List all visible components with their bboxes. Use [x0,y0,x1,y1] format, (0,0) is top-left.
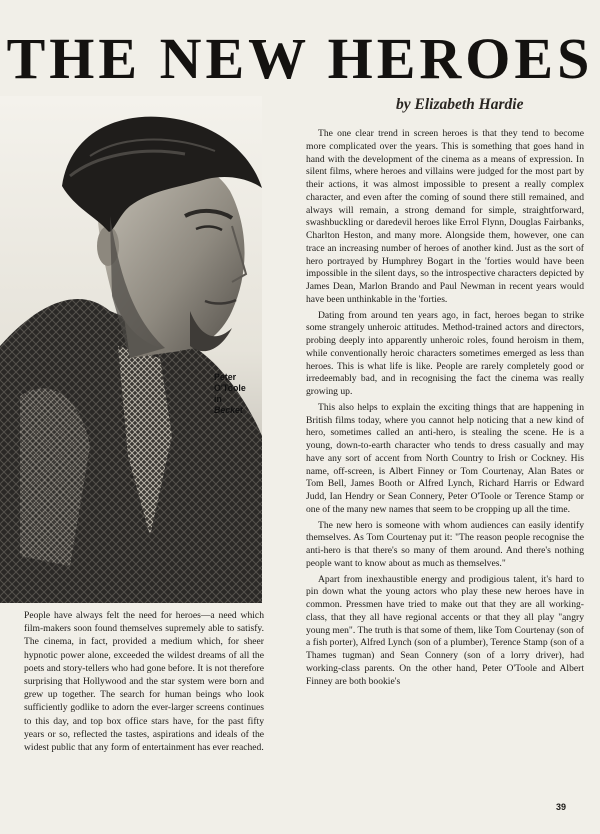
caption-line: in [214,394,222,404]
body-paragraph: Dating from around ten years ago, in fact, heroes began to strike some strangely unheroic attitudes. Method-trained actors and directors, probing deeply into apparently unheroic roles, found heroism in them, while conventionally heroic characters sometimes emerged as less than heroes. This is what life is like. People are rarely completely good or irredeemably bad, and in recognising the fact the cinema was really growing up. [306,309,584,397]
caption-line: O'Toole [214,383,246,393]
portrait-illustration [0,96,262,603]
caption-film-title: Becket [214,405,243,415]
body-paragraph: This also helps to explain the exciting things that are happening in British films today, where you cannot help noticing that a new kind of hero, sometimes called an anti-hero, is stealing the scene. He is a young, down-to-earth character who tends to dress casually and may have any sort of accent from North Country to Irish or Cockney. His name, off-screen, is Albert Finney or Tom Courtenay, Alan Bates or Tom Bell, James Booth or Alfred Lynch, Richard Harris or Edward Judd, Ian Hendry or Sean Connery, Peter O'Toole or Terence Stamp or one of the many new names that seem to be cropping up all the time. [306,401,584,515]
photo-caption [214,372,266,416]
body-paragraph: The new hero is someone with whom audiences can easily identify themselves. As Tom Courtenay put it: "The reason people recognise the anti-hero is that there's so many of them around. And there's nothing people want to know about as much as themselves." [306,519,584,569]
body-paragraph: The one clear trend in screen heroes is that they tend to become more complicated over the years. This is something that goes hand in hand with the development of the cinema as a means of expression. In silent films, where heroes and villains were judged for the most part by their actions, it was almost impossible to present a really complex character, and even after the coming of sound there still remained, and always will remain, a strong demand for simple, straightforward, swashbuckling or daredevil heroes like Errol Flynn, Douglas Fairbanks, Charlton Heston, and many more. Alongside them, however, one can trace an increasing number of heroes of another kind. Just as the sort of hero portrayed by Humphrey Bogart in the 'forties would have been impossible in the silent days, so the introspective characters depicted by James Dean, Marlon Brando and Paul Newman in recent years would have been unthinkable in the 'forties. [306,128,584,305]
caption-line: Peter [214,372,237,382]
byline: by Elizabeth Hardie [396,96,524,113]
intro-paragraph: People have always felt the need for heroes—a need which film-makers soon found themselves supremely able to satisfy. The cinema, in fact, provided a medium which, for sheer hypnotic power alone, exceeded the wildest dreams of all the poets and story-tellers who had gone before. It is not therefore surprising that Hollywood and the star system were born and grew up together. The search for human beings who look sufficiently godlike to adorn the ever-larger screens continues to this day, and top box office stars have, for the past fifty years or so, reflected the tastes, aspirations and ideals of the widest public that any form of entertainment has ever reached. [24,610,264,754]
photo-peter-otoole [0,96,262,603]
headline: THE NEW HEROES [6,26,594,91]
body-paragraph: Apart from inexhaustible energy and prodigious talent, it's hard to pin down what the young actors who play these new heroes have in common. Pressmen have tried to make out that they are all working-class, that they all have regional accents or that they all play "angry young men". The truth is that some of them, like Tom Courtenay (son of a fish porter), Alfred Lynch (son of a plumber), Terence Stamp (son of a Thames tugman) and Sean Connery (son of a lorry driver), had working-class parents. On the other hand, Peter O'Toole and Albert Finney are both bookie's [306,573,584,687]
page-number: 39 [556,802,567,812]
article-body [306,128,584,691]
